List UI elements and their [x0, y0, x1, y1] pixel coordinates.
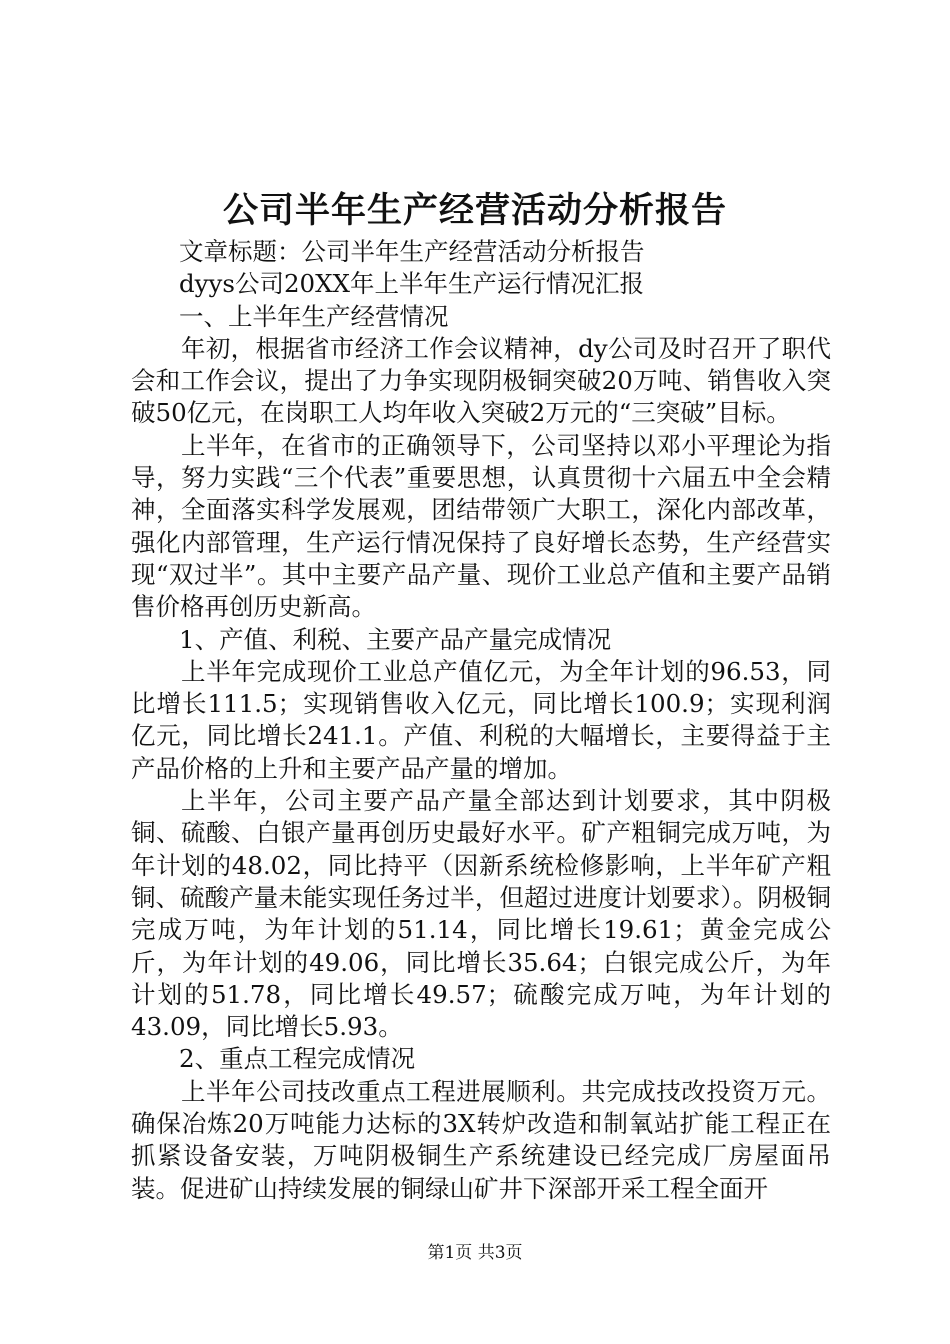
subsection-heading-1: 1、产值、利税、主要产品产量完成情况 — [179, 624, 612, 654]
body-paragraph: 上半年公司技改重点工程进展顺利。共完成技改投资万元。确保冶炼20万吨能力达标的3X转炉改造和制氧站扩能工程正在抓紧设备安装，万吨阴极铜生产系统建设已经完成厂房屋面吊装。促进矿山持续发展的铜绿山矿井下深部开采工程全面开 — [131, 1076, 831, 1203]
report-subtitle: dyys公司20XX年上半年生产运行情况汇报 — [179, 269, 644, 299]
document-body — [131, 236, 831, 1205]
document-title: 公司半年生产经营活动分析报告 — [222, 190, 727, 231]
body-paragraph: 年初，根据省市经济工作会议精神，dy公司及时召开了职代会和工作会议，提出了力争实现阴极铜突破20万吨、销售收入突破50亿元，在岗职工人均年收入突破2万元的“三突破”目标。 — [131, 333, 831, 428]
body-paragraph: 上半年，公司主要产品产量全部达到计划要求，其中阴极铜、硫酸、白银产量再创历史最好水平。矿产粗铜完成万吨，为年计划的48.02，同比持平（因新系统检修影响，上半年矿产粗铜、硫酸产量未能实现任务过半，但超过进度计划要求）。阴极铜完成万吨，为年计划的51.14，同比增长19.61；黄金完成公斤，为年计划的49.06，同比增长35.64；白银完成公斤，为年计划的51.78，同比增长49.57；硫酸完成万吨，为年计划的43.09，同比增长5.93。 — [131, 786, 831, 1042]
body-paragraph: 上半年完成现价工业总产值亿元，为全年计划的96.53，同比增长111.5；实现销售收入亿元，同比增长100.9；实现利润亿元，同比增长241.1。产值、利税的大幅增长，主要得益于主产品价格的上升和主要产品产量的增加。 — [131, 656, 831, 783]
subsection-heading-2: 2、重点工程完成情况 — [179, 1044, 416, 1074]
page-footer: 第1页 共3页 — [427, 1243, 523, 1263]
body-paragraph: 上半年，在省市的正确领导下，公司坚持以邓小平理论为指导，努力实践“三个代表”重要思想，认真贯彻十六届五中全会精神，全面落实科学发展观，团结带领广大职工，深化内部改革，强化内部管理，生产运行情况保持了良好增长态势，生产经营实现“双过半”。其中主要产品产量、现价工业总产值和主要产品销售价格再创历史新高。 — [131, 430, 831, 622]
article-title-line: 文章标题：公司半年生产经营活动分析报告 — [179, 237, 645, 266]
section-heading-1: 一、上半年生产经营情况 — [179, 301, 449, 331]
